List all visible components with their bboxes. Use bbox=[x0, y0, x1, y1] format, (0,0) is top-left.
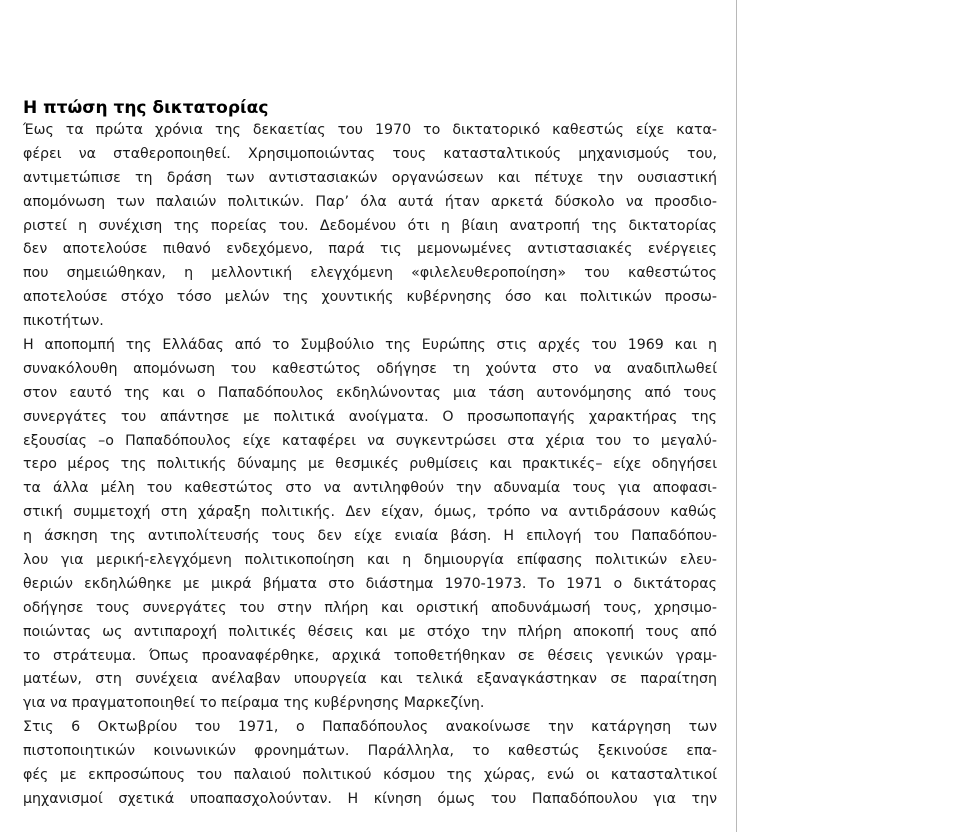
text-line: μηχανισμοί σχετικά υποαπασχολούνταν. Η κίνηση όμως του Παπαδόπουλου για την bbox=[23, 790, 717, 807]
text-line: ποιώντας ως αντιπαροχή πολιτικές θέσεις και με στόχο την πλήρη αποκοπή τους από bbox=[23, 623, 717, 640]
text-line: στον εαυτό της και ο Παπαδόπουλος εκδηλώνοντας μια τάση αυτονόμησης από τους bbox=[23, 384, 717, 401]
text-line: πικοτήτων. bbox=[23, 313, 104, 330]
text-line: λου για μερική-ελεγχόμενη πολιτικοποίηση και η δημιουργία επίφασης πολιτικών ελευ- bbox=[23, 552, 717, 569]
text-line: Η αποπομπή της Ελλάδας από το Συμβούλιο της Ευρώπης στις αρχές του 1969 και η bbox=[23, 337, 717, 354]
text-line: Στις 6 Οκτωβρίου του 1971, ο Παπαδόπουλος ανακοίνωσε την κατάργηση των bbox=[23, 719, 717, 736]
text-line: ριστεί η συνέχιση της πορείας του. Δεδομένου ότι η βίαιη ανατροπή της δικτατορίας bbox=[23, 217, 717, 234]
text-line: στική συμμετοχή στη χάραξη πολιτικής. Δεν είχαν, όμως, τρόπο να αντιδράσουν καθώς bbox=[23, 504, 717, 521]
text-line: συνεργάτες του απάντησε με πολιτικά ανοίγματα. Ο προσωποπαγής χαρακτήρας της bbox=[23, 408, 717, 425]
text-line: αντιμετώπισε τη δράση των αντιστασιακών οργανώσεων και πέτυχε την ουσιαστική bbox=[23, 169, 717, 186]
text-line: πιστοποιητικών κοινωνικών φρονημάτων. Παράλληλα, το καθεστώς ξεκινούσε επα- bbox=[23, 743, 717, 760]
text-line: ματέων, στη συνέχεια ανέλαβαν υπουργεία και τελικά εξαναγκάστηκαν σε παραίτηση bbox=[23, 671, 717, 688]
text-line: οδήγησε τους συνεργάτες του στην πλήρη και οριστική αποδυνάμωσή τους, χρησιμο- bbox=[23, 599, 717, 616]
text-line: Έως τα πρώτα χρόνια της δεκαετίας του 1970 το δικτατορικό καθεστώς είχε κατα- bbox=[23, 122, 717, 138]
text-line: τερο μέρος της πολιτικής δύναμης με θεσμικές ρυθμίσεις και πρακτικές– είχε οδηγήσει bbox=[23, 456, 717, 473]
section-heading: Η πτώση της δικτατορίας bbox=[23, 98, 269, 118]
text-line: το στράτευμα. Όπως προαναφέρθηκε, αρχικά τοποθετήθηκαν σε θέσεις γενικών γραμ- bbox=[23, 647, 717, 664]
text-line: τα άλλα μέλη του καθεστώτος στο να αντιληφθούν την αδυναμία τους για αποφασι- bbox=[23, 480, 717, 497]
text-line: φέρει να σταθεροποιηθεί. Χρησιμοποιώντας τους κατασταλτικούς μηχανισμούς του, bbox=[23, 145, 717, 162]
text-line: απομόνωση των παλαιών πολιτικών. Παρ’ όλα αυτά ήταν αρκετά δύσκολο να προσδιο- bbox=[23, 193, 717, 210]
text-line: για να πραγματοποιηθεί το πείραμα της κυβέρνησης Μαρκεζίνη. bbox=[23, 695, 485, 712]
text-line: συνακόλουθη απομόνωση του καθεστώτος οδήγησε τη χούντα στο να αναδιπλωθεί bbox=[23, 360, 717, 377]
margin-rule bbox=[736, 0, 737, 832]
text-block bbox=[23, 97, 717, 812]
text-line: εξουσίας –ο Παπαδόπουλος είχε καταφέρει να συγκεντρώσει στα χέρια του το μεγαλύ- bbox=[23, 432, 717, 449]
body-text bbox=[23, 119, 717, 812]
text-line: φές με εκπροσώπους του παλαιού πολιτικού κόσμου της χώρας, ενώ οι κατασταλτικοί bbox=[23, 767, 717, 784]
text-line: που σημειώθηκαν, η μελλοντική ελεγχόμενη «φιλελευθεροποίηση» του καθεστώτος bbox=[23, 265, 717, 282]
text-line: αποτελούσε στόχο τόσο μελών της χουντικής κυβέρνησης όσο και πολιτικών προσω- bbox=[23, 289, 717, 306]
text-line: θεριών εκδηλώθηκε με μικρά βήματα στο διάστημα 1970-1973. Το 1971 ο δικτάτορας bbox=[23, 575, 717, 592]
text-line: δεν αποτελούσε πιθανό ενδεχόμενο, παρά τις μεμονωμένες αντιστασιακές ενέργειες bbox=[23, 241, 717, 258]
text-line: η άσκηση της αντιπολίτευσής τους δεν είχε ενιαία βάση. Η επιλογή του Παπαδόπου- bbox=[23, 528, 717, 545]
